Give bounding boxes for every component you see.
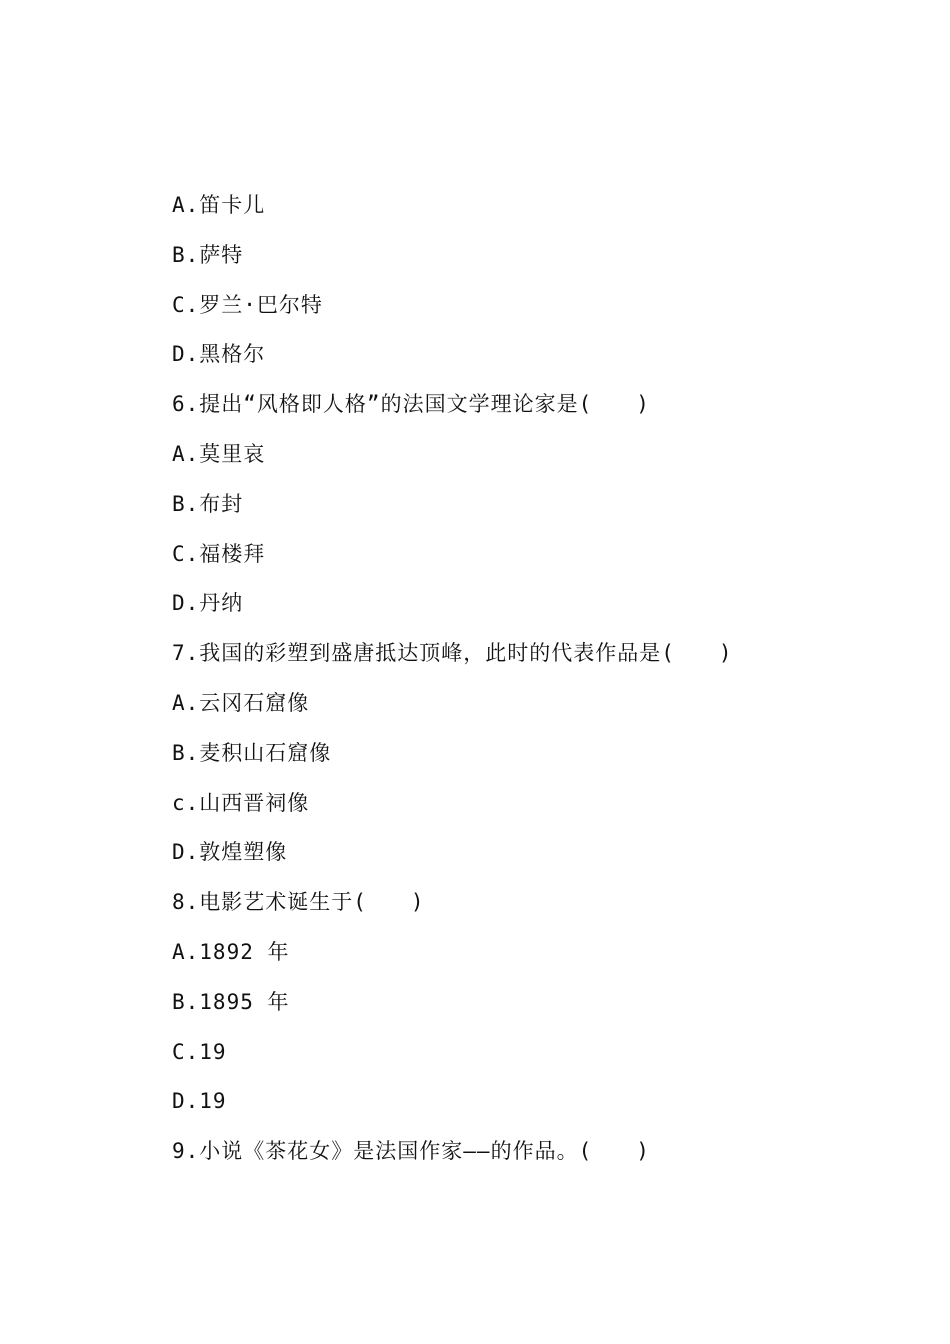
option-q7-c: c.山西晋祠像 bbox=[172, 790, 310, 815]
option-q5-c: C.罗兰·巴尔特 bbox=[172, 292, 323, 317]
option-q6-a: A.莫里哀 bbox=[172, 441, 266, 466]
question-8: 8.电影艺术诞生于( ) bbox=[172, 890, 425, 915]
question-6: 6.提出“风格即人格”的法国文学理论家是( ) bbox=[172, 392, 650, 417]
option-q7-a: A.云冈石窟像 bbox=[172, 690, 310, 715]
option-q8-a: A.1892 年 bbox=[172, 939, 290, 964]
option-q6-c: C.福楼拜 bbox=[172, 541, 266, 566]
option-q6-d: D.丹纳 bbox=[172, 591, 244, 616]
option-q8-d: D.19 bbox=[172, 1089, 227, 1114]
option-q7-b: B.麦积山石窟像 bbox=[172, 740, 332, 765]
question-list bbox=[172, 187, 892, 1183]
option-q5-a: A.笛卡儿 bbox=[172, 193, 266, 217]
option-q8-c: C.19 bbox=[172, 1039, 227, 1064]
option-q6-b: B.布封 bbox=[172, 491, 244, 516]
option-q5-b: B.萨特 bbox=[172, 242, 244, 267]
option-q8-b: B.1895 年 bbox=[172, 989, 290, 1014]
option-q7-d: D.敦煌塑像 bbox=[172, 840, 288, 865]
question-7: 7.我国的彩塑到盛唐抵达顶峰，此时的代表作品是( ) bbox=[172, 641, 733, 666]
question-9: 9.小说《茶花女》是法国作家——的作品。( ) bbox=[172, 1139, 650, 1164]
option-q5-d: D.黑格尔 bbox=[172, 342, 266, 367]
